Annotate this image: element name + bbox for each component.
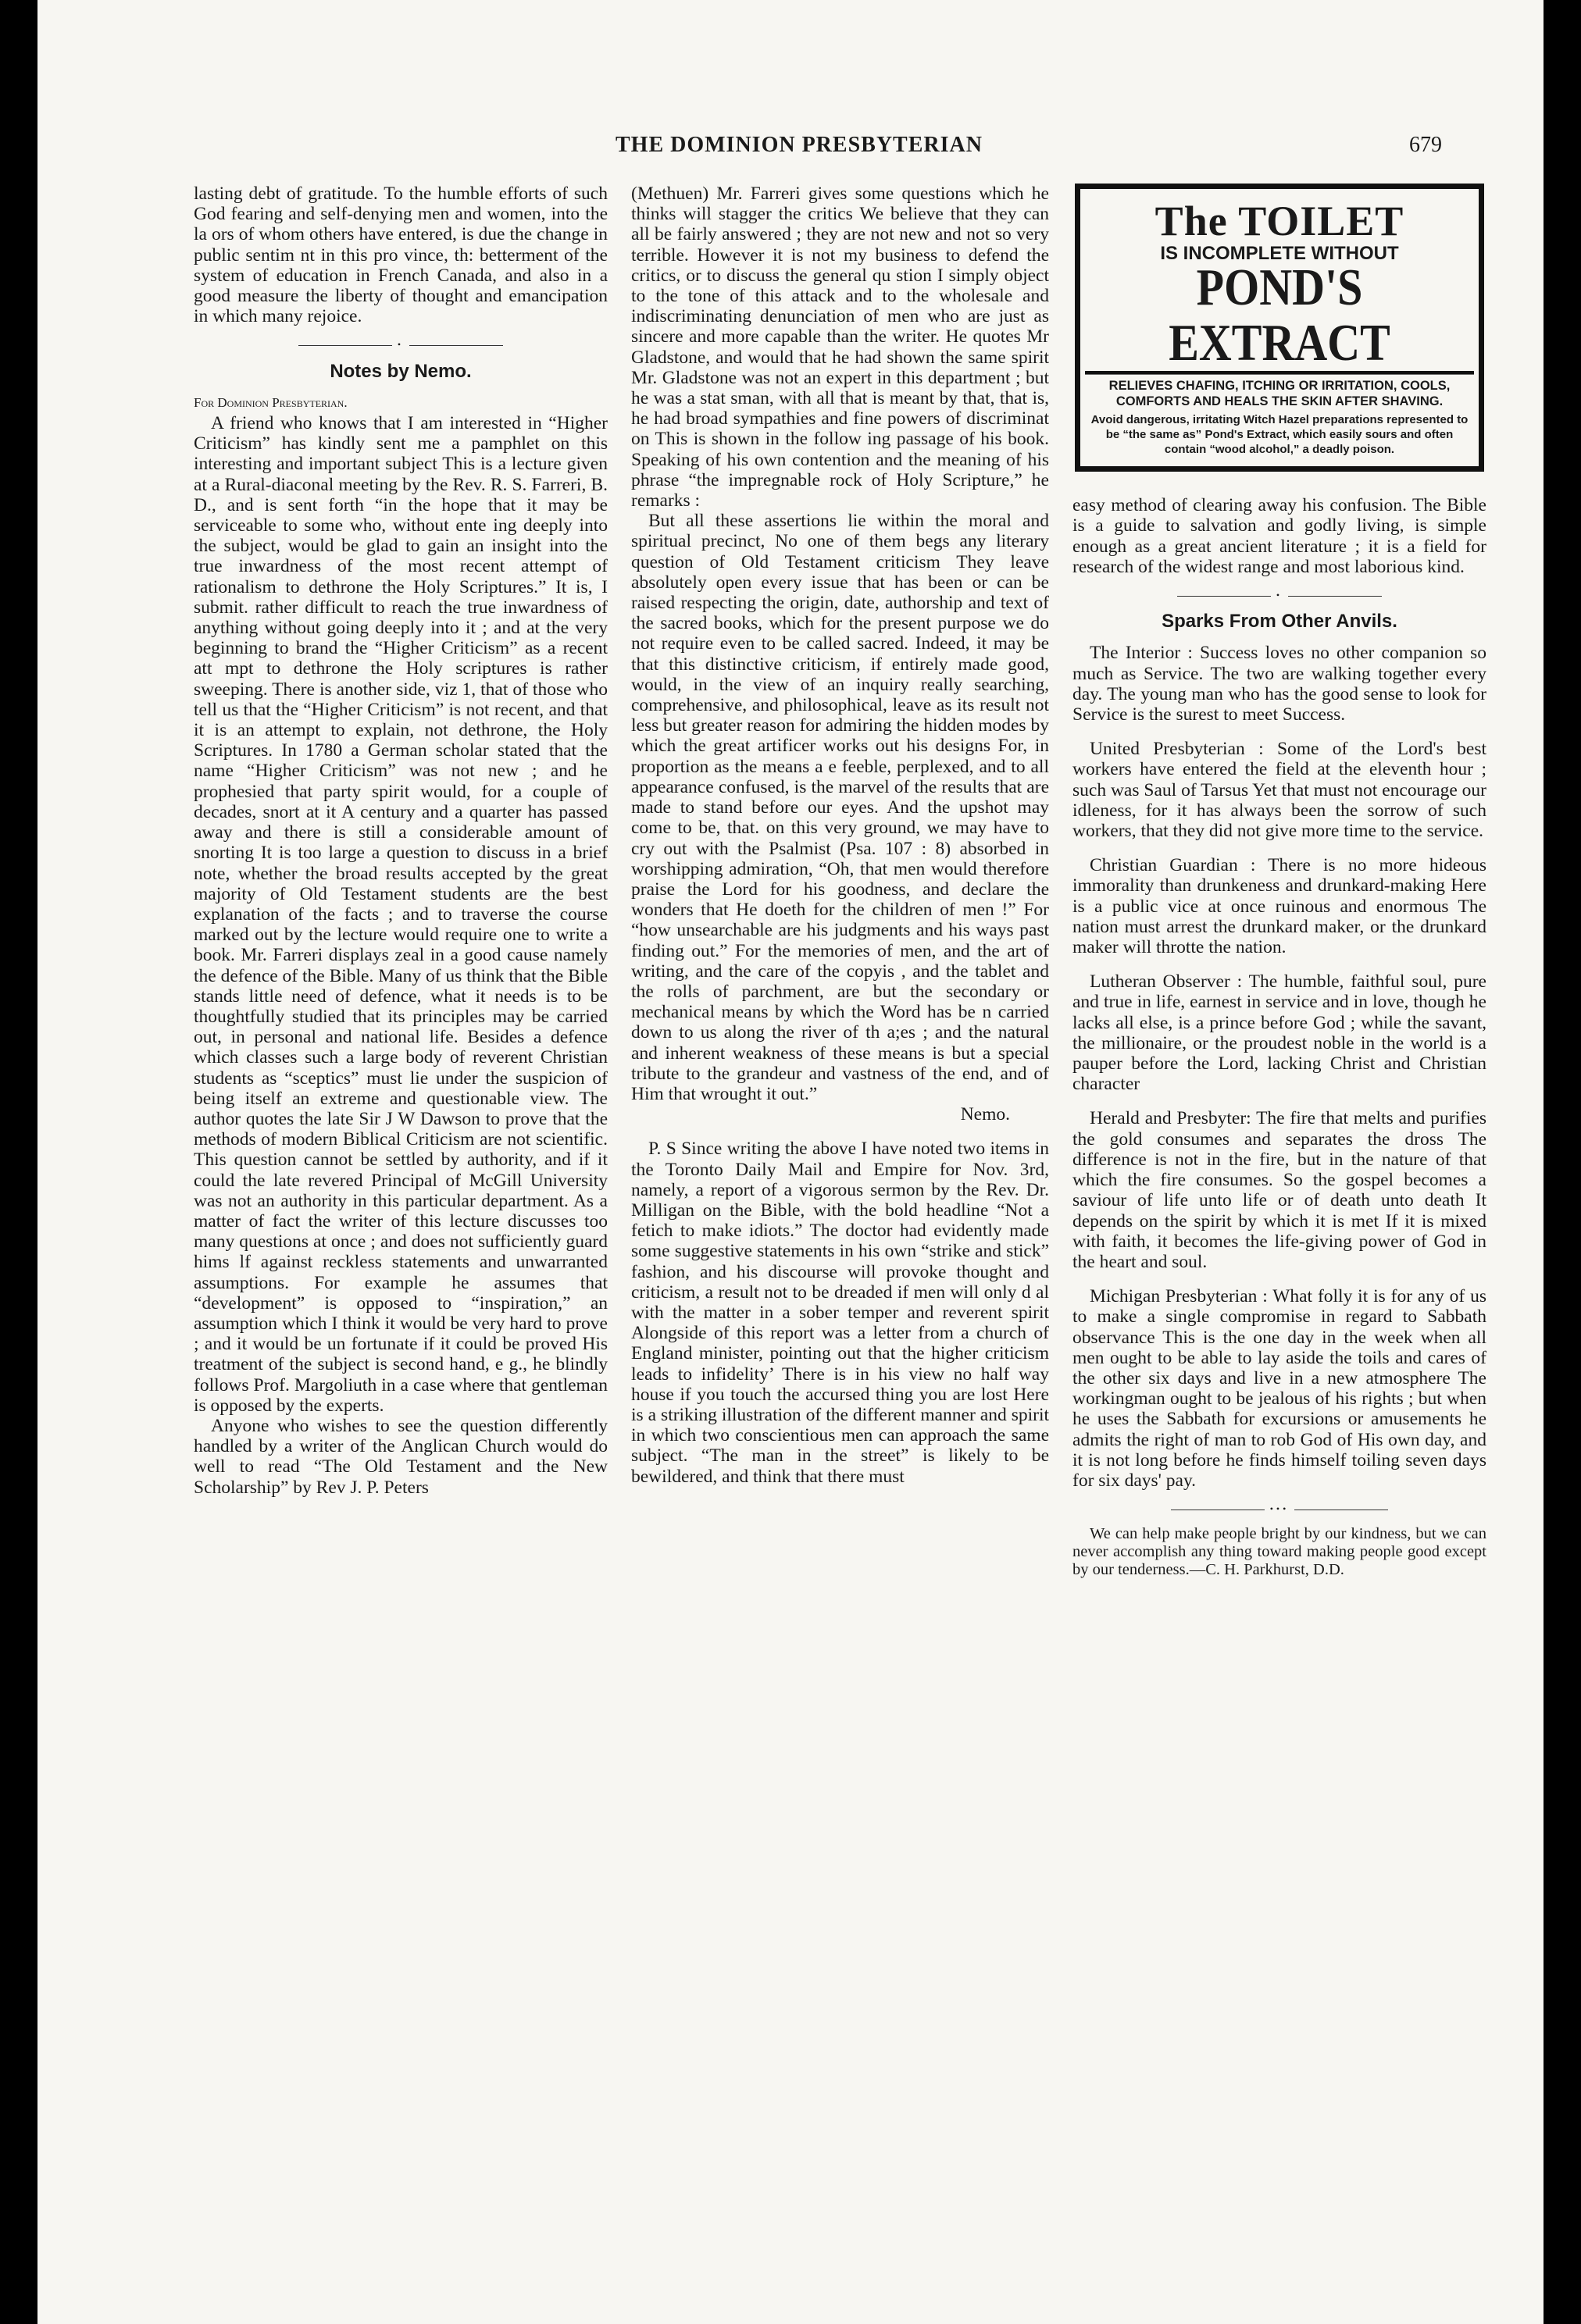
sparks-item: Christian Guardian : There is no more hideous immorality than drunkeness and drunkard-making Here is a public vice at once ruinous and enormous The nation must arrest the drunkard maker, or the drunkard maker will throtte the nation.	[1072, 855, 1486, 958]
nemo-paragraph: (Methuen) Mr. Farreri gives some questions which he thinks will stagger the critics We believe that they can all be fairly answered ; they are not new and not so very terrible. However it is not my business to defend the critics, or to discuss the general qu stion I simply object to the tone of this attack and to the wholesale and indiscriminating denunciation of men who are just as sincere and more capable than the writer. He quotes Mr Gladstone, and would that he had shown the same spirit Mr. Gladstone was not an expert in this department ; but he was a stat sman, with all that is meant by that, that is, he had broad sympathies and fine powers of discriminat on This is shown in the follow ing passage of his book. Speaking of his own contention and the meaning of his phrase “the impregnable rock of Holy Scripture,” he remarks :	[631, 184, 1049, 511]
article-continuation: lasting debt of gratitude. To the humble efforts of such God fearing and self-denying men and women, into the la ors of whom others have entered, is due the change in public sentim nt in this pro vince, th: betterment of the system of education in French Canada, and also in a good measure the liberty of thought and emancipation in which many rejoice.	[194, 184, 608, 327]
running-title: THE DOMINION PRESBYTERIAN	[616, 133, 983, 157]
section-divider: •	[194, 334, 608, 355]
signature: Nemo.	[960, 1104, 1010, 1125]
page-number: 679	[1409, 133, 1442, 157]
column-2	[631, 184, 1049, 1487]
byline: For Dominion Presbyterian.	[194, 394, 348, 410]
ad-fine-print: Avoid dangerous, irritating Witch Hazel preparations represented to be “the same as” Pond's Extract, which easily sours and often contain “wood alcohol,” a deadly poison.	[1090, 413, 1469, 457]
nemo-paragraph: A friend who knows that I am interested in “Higher Criticism” has kindly sent me a pamphlet on this interesting and important subject This is a lecture given at a Rural-diaconal meeting by the Rev. R. S. Farreri, B. D., and is sent forth “in the hope that it may be serviceable to some who, without ente ing deeply into the subject, would be glad to gain an insight into the true inwardness of the most recent attempt of rationalism to dethrone the Holy Scriptures.” It is, I submit. rather difficult to reach the true inwardness of anything without going deeply into it ; and at the very beginning to brand the “Higher Criticism” as a recent att mpt to dethrone the Holy scriptures is rather sweeping. There is another side, viz 1, that of those who tell us that the “Higher Criticism” is not recent, and that it is an attempt to explain, not dethrone, the Holy Scriptures. In 1780 a German scholar stated that the name “Higher Criticism” was not new ; and he prophesied that party spirit would, for a couple of decades, snort at it A century and a quarter has passed away and there is still a considerable amount of snorting It is too large a question to discuss in a brief note, whether the broad results accepted by the great majority of Old Testament students are the best explanation of the facts ; and to traverse the course marked out by the lecture would require one to write a book. Mr. Farreri displays zeal in a good cause namely the defence of the Bible. Many of us think that the Bible stands little need of defence, what it needs is to be thoughtfully studied that its principles may be carried out, in personal and national life. Besides a defence which classes such a large body of reverent Christian students as “sceptics” must lie under the suspicion of being itself an extreme and questionable view. The author quotes the late Sir J W Dawson to prove that the methods of modern Biblical Criticism are not scientific. This question cannot be settled by authority, and if it could the late revered Principal of McGill University was not an authority in this particular department. As a matter of fact the writer of this lecture discusses too many questions at once ; and does not sufficiently guard hims lf against reckless statements and unwarranted assumptions. For example he assumes that “development” is opposed to “inspiration,” an assumption which I think it would be very hard to prove ; and it would be un fortunate if it could be proved His treatment of the subject is second hand, e g., he blindly follows Prof. Margoliuth in a case where that gentleman is opposed by the experts.	[194, 413, 608, 1416]
sparks-item: United Presbyterian : Some of the Lord's best workers have entered the field at the eleventh hour ; such was Saul of Tarsus Yet that must not encourage our idleness, for it has always been the sorrow of such workers, that they did not give more time to the service.	[1072, 739, 1486, 842]
column-3	[1072, 184, 1486, 1579]
notes-by-nemo-heading: Notes by Nemo.	[330, 360, 472, 382]
postscript: P. S Since writing the above I have noted two items in the Toronto Daily Mail and Empire for Nov. 3rd, namely, a report of a vigorous sermon by the Rev. Dr. Milligan on the Bible, with the bold headline “Not a fetich to make idiots.” The doctor had evidently made some suggestive statements in his own “strike and stick” fashion, and his discourse will provoke thought and criticism, a result not to be dreaded if men will only d al with the matter in a sober temper and reverent spirit Alongside of this report was a letter from a church of England minister, pointing out that the higher criticism leads to infidelity’ There is in his view no half way house if you touch the accursed thing you are lost Here is a striking illustration of the different manner and spirit in which two conscientious men can approach the same subject. “The man in the street” is likely to be bewildered, and think that there must	[631, 1139, 1049, 1487]
section-divider: •	[1072, 585, 1486, 605]
gladstone-quotation: But all these assertions lie within the moral and spiritual precinct, No one of them begs any literary question of Old Testament criticism They leave absolutely open every issue that has been or can be raised respecting the origin, date, authorship and text of the sacred books, which for the present purpose we do not require even to be called sacred. Indeed, it may be that this distinctive criticism, if entirely made good, would, in the view of an inquiry really searching, comprehensive, and philosophical, leave as its result not less but greater reason for admiring the hidden modes by which the great artificer works out his designs For, in proportion as the means a e feeble, perplexed, and to all appearance confused, is the marvel of the results that are made to stand before our eyes. And the upshot may come to be, that. on this very ground, we may have to cry out with the Psalmist (Psa. 107 : 8) absorbed in worshipping admiration, “Oh, that men would therefore praise the Lord for his goodness, and declare the wonders that He doeth for the children of men !” For “how unsearchable are his judgments and his ways past finding out.” For the memories of men, and the art of writing, and the care of the copyis , and the tablet and the rolls of parchment, are but the secondary or mechanical means by which the Word has be n carried down to us along the river of th a;es ; and the natural and inherent weakness of these means is but a special tribute to the grandeur and vastness of the end, and of Him that wrought it out.”	[631, 511, 1049, 1104]
column-1	[194, 184, 608, 1498]
ad-headline: The TOILET	[1155, 198, 1404, 244]
section-divider: •••	[1072, 1499, 1486, 1519]
sparks-heading: Sparks From Other Anvils.	[1162, 611, 1397, 633]
nemo-continuation: easy method of clearing away his confusion. The Bible is a guide to salvation and godly living, is simple enough as a great ancient literature ; it is a field for research of the widest range and most laborious kind.	[1072, 495, 1486, 577]
sparks-item: Herald and Presbyter: The fire that melts and purifies the gold consumes and separates the dross The difference is not in the fire, but in the nature of that which the fire consumes. So the gospel becomes a saviour of life unto life or of death unto death It depends on the spirit by which it is met If it is mixed with faith, it becomes the life-giving power of God in the heart and soul.	[1072, 1108, 1486, 1272]
sparks-item: Michigan Presbyterian : What folly it is for any of us to make a single compromise in regard to Sabbath observance This is the one day in the week when all men ought to be able to lay aside the toils and cares of the other six days and live in a new atmosphere The workingman ought to be jealous of his rights ; but when he uses the Sabbath for excursions or amusements he admits the right of man to rob God of His own day, and it is not long before he finds himself toiling seven days for six days' pay.	[1072, 1286, 1486, 1491]
sparks-item: Lutheran Observer : The humble, faithful soul, pure and true in life, earnest in service and in love, though he lacks all else, is a prince before God ; while the savant, the millionaire, or the proudest noble in the world is a pauper before the Lord, lacking Christ and Christian character	[1072, 971, 1486, 1095]
page-header	[37, 133, 1544, 164]
closing-quote: We can help make people bright by our kindness, but we can never accomplish any thing toward making people good except by our tenderness.—C. H. Parkhurst, D.D.	[1072, 1525, 1486, 1579]
ad-subheadline: IS INCOMPLETE WITHOUT	[1160, 243, 1399, 264]
sparks-item: The Interior : Success loves no other companion so much as Service. The two are walking together every day. The young man who has the good sense to look for Service is the surest to meet Success.	[1072, 643, 1486, 725]
ad-brand-logo: POND'S EXTRACT	[1085, 260, 1474, 375]
ponds-extract-advertisement	[1075, 184, 1484, 472]
ad-body-text: RELIEVES CHAFING, ITCHING OR IRRITATION, COOLS, COMFORTS AND HEALS THE SKIN AFTER SHAVING.	[1108, 379, 1451, 409]
nemo-paragraph: Anyone who wishes to see the question differently handled by a writer of the Anglican Church would do well to read “The Old Testament and the New Scholarship” by Rev J. P. Peters	[194, 1415, 608, 1498]
newspaper-page	[37, 0, 1544, 2324]
